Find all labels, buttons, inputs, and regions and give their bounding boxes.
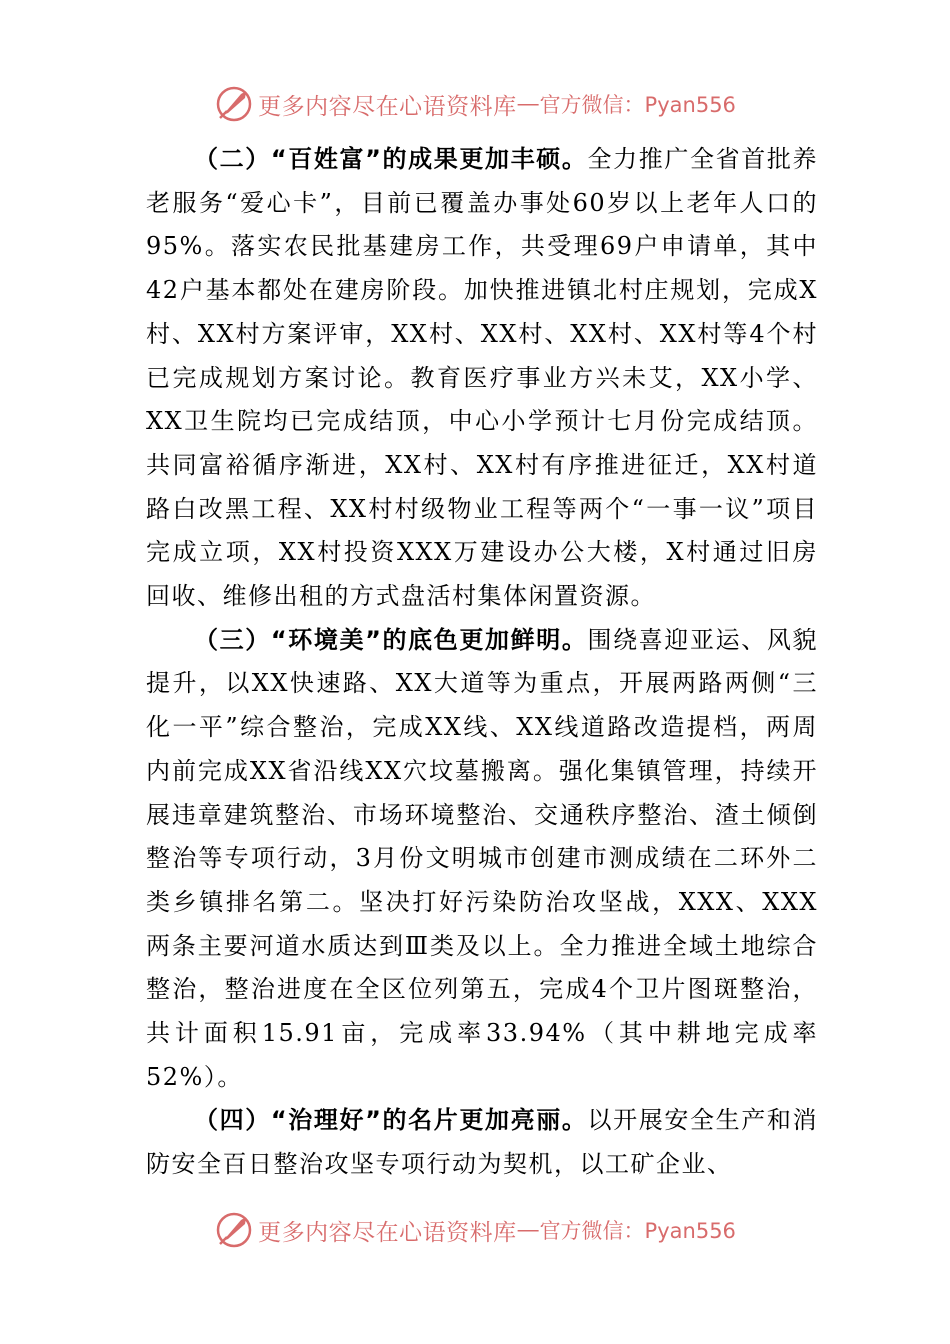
section-heading: （二）“百姓富”的成果更加丰硕。 xyxy=(194,145,588,173)
quill-logo-icon xyxy=(214,1210,254,1250)
footer-watermark xyxy=(0,1208,950,1252)
banner-dash: — xyxy=(516,91,540,117)
paragraph-governance xyxy=(146,1099,818,1186)
header-watermark xyxy=(0,82,950,126)
paragraph-text: 围绕喜迎亚运、风貌提升，以XX快速路、XX大道等为重点，开展两路两侧“三化一平”综合整治，完成XX线、XX线道路改造提档，两周内前完成XX省沿线XX穴坟墓搬离。强化集镇管理，持续开展违章建筑整治、市场环境整治、交通秩序整治、渣土倾倒整治等专项行动，3月份文明城市创建市测成绩在二环外二类乡镇排名第二。坚决打好污染防治攻坚战，XXX、XXX两条主要河道水质达到Ⅲ类及以上。全力推进全域土地综合整治，整治进度在全区位列第五，完成4个卫片图斑整治，共计面积15.91亩，完成率33.94%（其中耕地完成率52%）。 xyxy=(146,625,818,1091)
banner-text: 更多内容尽在心语资料库 xyxy=(258,93,517,120)
paragraph-prosperity xyxy=(146,138,818,619)
paragraph-text: 全力推广全省首批养老服务“爱心卡”，目前已覆盖办事处60岁以上老年人口的95%。落实农民批基建房工作，共受理69户申请单，其中42户基本都处在建房阶段。加快推进镇北村庄规划，完成X村、XX村方案评审，XX村、XX村、XX村、XX村等4个村已完成规划方案讨论。教育医疗事业方兴未艾，XX小学、XX卫生院均已完成结顶，中心小学预计七月份完成结顶。共同富裕循序渐进，XX村、XX村有序推进征迁，XX村道路白改黑工程、XX村村级物业工程等两个“一事一议”项目完成立项，XX村投资XXX万建设办公大楼，X村通过旧房回收、维修出租的方式盘活村集体闲置资源。 xyxy=(146,145,818,611)
document-body xyxy=(146,138,818,1187)
section-heading: （四）“治理好”的名片更加亮丽。 xyxy=(194,1106,588,1135)
banner-wechat: 官方微信：Pyan556 xyxy=(539,93,736,117)
banner-wechat: 官方微信：Pyan556 xyxy=(539,1219,736,1243)
banner-dash: — xyxy=(516,1217,540,1243)
section-heading: （三）“环境美”的底色更加鲜明。 xyxy=(194,625,588,654)
paragraph-text: 以开展安全生产和消防安全百日整治攻坚专项行动为契机，以工矿企业、 xyxy=(146,1106,818,1179)
banner-text: 更多内容尽在心语资料库 xyxy=(258,1219,517,1246)
paragraph-environment xyxy=(146,619,818,1100)
quill-logo-icon xyxy=(214,84,254,124)
